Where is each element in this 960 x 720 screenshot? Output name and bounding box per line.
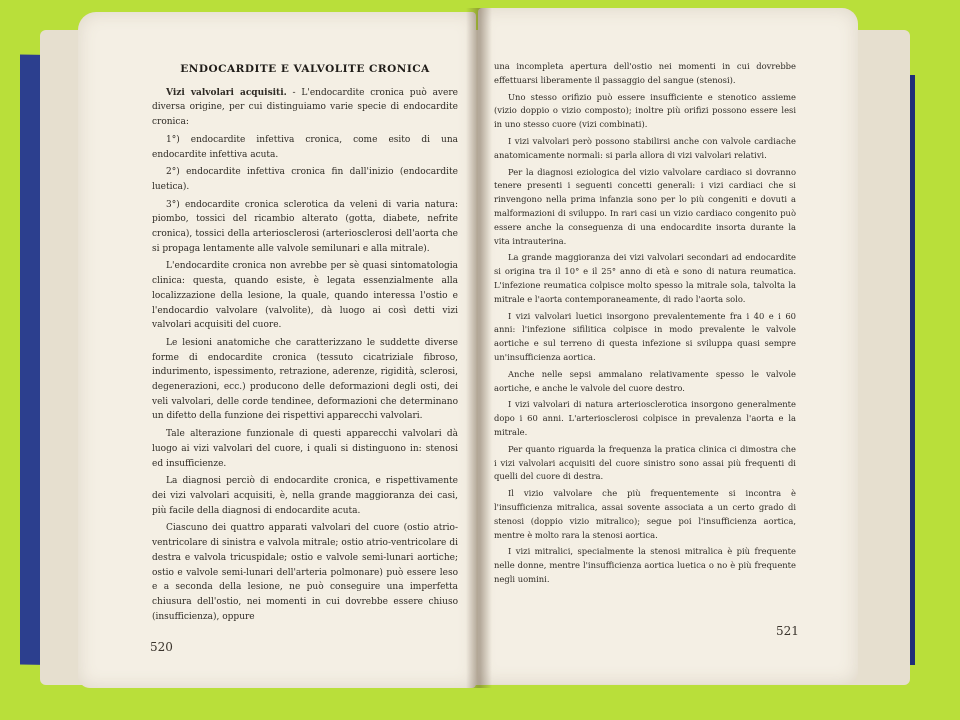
paragraph: una incompleta apertura dell'ostio nei momenti in cui dovrebbe effettuarsi liberamente il passaggio del sangue (stenosi). xyxy=(494,61,796,85)
right-page-text xyxy=(494,60,796,590)
paragraph: Per quanto riguarda la frequenza la pratica clinica ci dimostra che i vizi valvolari acquisiti del cuore sinistro sono assai più frequenti di quelli del cuore di destra. xyxy=(494,443,796,482)
paragraph: La grande maggioranza dei vizi valvolari secondari ad endocardite si origina tra il 10° e il 25° anno di età e sono di natura reumatica. L'infezione reumatica colpisce molto spesso la mitrale sola, talvolta la mitrale e l'aorta contemporaneamente, di rado l'aorta solo. xyxy=(494,252,796,304)
paragraph: L'endocardite cronica non avrebbe per sè quasi sintomatologia clinica: questa, quando esiste, è legata essenzialmente alla localizzazione della lesione, la quale, quando interessa l'ostio e l'endocardio valvolare (valvolite), dà luogo ai così detti vizi valvolari acquisiti del cuore. xyxy=(152,261,458,331)
paragraph: Le lesioni anatomiche che caratterizzano le suddette diverse forme di endocardite cronica (tessuto cicatriziale fibroso, indurimento, ispessimento, retrazione, aderenze, rigidità, sclerosi, degenerazioni, ecc.) producono delle deformazioni degli osti, dei veli valvolari, delle corde tendinee, deformazioni che determinano un difetto della funzione dei rispettivi apparecchi valvolari. xyxy=(152,337,458,422)
paragraph: La diagnosi perciò di endocardite cronica, e rispettivamente dei vizi valvolari acquisiti, è, nella grande maggioranza dei casi, più facile della diagnosi di endocardite acuta. xyxy=(152,476,458,516)
chapter-heading: ENDOCARDITE E VALVOLITE CRONICA xyxy=(180,63,430,75)
paragraph xyxy=(152,86,458,130)
section-lead: Vizi valvolari acquisiti. xyxy=(166,87,287,98)
page-number-left: 520 xyxy=(150,640,173,654)
paragraph: Uno stesso orifizio può essere insufficiente e stenotico assieme (vizio doppio o vizio composto); inoltre più orifizi possono essere lesi in uno stesso cuore (vizi combinati). xyxy=(494,91,796,130)
paragraph: I vizi valvolari luetici insorgono prevalentemente fra i 40 e i 60 anni: l'infezione sifilitica colpisce in modo prevalente le valvole aortiche e sul terreno di questa infezione si sviluppa quasi sempre un'insufficienza aortica. xyxy=(494,310,796,362)
paragraph: I vizi valvolari di natura arteriosclerotica insorgono generalmente dopo i 60 anni. L'arteriosclerosi colpisce in prevalenza l'aorta e la mitrale. xyxy=(494,399,796,437)
paragraph: Per la diagnosi eziologica del vizio valvolare cardiaco si dovranno tenere presenti i seguenti concetti generali: i vizi cardiaci che si rinvengono nella prima infanzia sono per lo più congeniti e dovuti a malformazioni di sviluppo. In rari casi un vizio cardiaco congenito può essere anche la conseguenza di una endocardite insorta durante la vita intrauterina. xyxy=(494,166,796,246)
page-number-right: 521 xyxy=(776,624,799,638)
paragraph: 2°) endocardite infettiva cronica fin dall'inizio (endocardite luetica). xyxy=(152,167,458,192)
paragraph: Il vizio valvolare che più frequentemente si incontra è l'insufficienza mitralica, assai sovente associata a un certo grado di stenosi (doppio vizio mitralico); segue poi l'insufficienza aortica, mentre è molto rara la stenosi aortica. xyxy=(494,488,796,540)
paragraph-text: - L'endocardite cronica può avere diversa origine, per cui distinguiamo varie specie di endocardite cronica: xyxy=(152,87,458,128)
paragraph: 1°) endocardite infettiva cronica, come esito di una endocardite infettiva acuta. xyxy=(152,134,458,160)
paragraph: I vizi mitralici, specialmente la stenosi mitralica è più frequente nelle donne, mentre l'insufficienza aortica luetica o no è più frequente negli uomini. xyxy=(494,546,796,584)
paragraph: Anche nelle sepsi ammalano relativamente spesso le valvole aortiche, e anche le valvole del cuore destro. xyxy=(494,368,796,393)
book-gutter xyxy=(466,8,492,688)
paragraph: I vizi valvolari però possono stabilirsi anche con valvole cardiache anatomicamente normali: si parla allora di vizi valvolari relativi. xyxy=(494,135,796,160)
paragraph: 3°) endocardite cronica sclerotica da veleni di varia natura: piombo, tossici del ricambio alterato (gotta, diabete, nefrite cronica), tossici della arteriosclerosi (arteriosclerosi dell'aorta che si propaga lentamente alle valvole semilunari e alla mitrale). xyxy=(152,199,458,254)
left-page-text xyxy=(152,62,458,627)
paragraph: Ciascuno dei quattro apparati valvolari del cuore (ostio atrio-ventricolare di sinistra e valvola mitrale; ostio atrio-ventricolare di destra e valvola tricuspidale; ostio e valvole semi-lunari aortiche; ostio e valvole semi-lunari dell'arteria polmonare) può essere leso e a seconda della lesione, ne può conseguire una imperfetta chiusura dell'ostio, nei momenti in cui dovrebbe essere chiuso (insufficienza), oppure xyxy=(152,523,458,622)
paragraph: Tale alterazione funzionale di questi apparecchi valvolari dà luogo ai vizi valvolari del cuore, i quali si distinguono in: stenosi ed insufficienze. xyxy=(152,429,458,469)
